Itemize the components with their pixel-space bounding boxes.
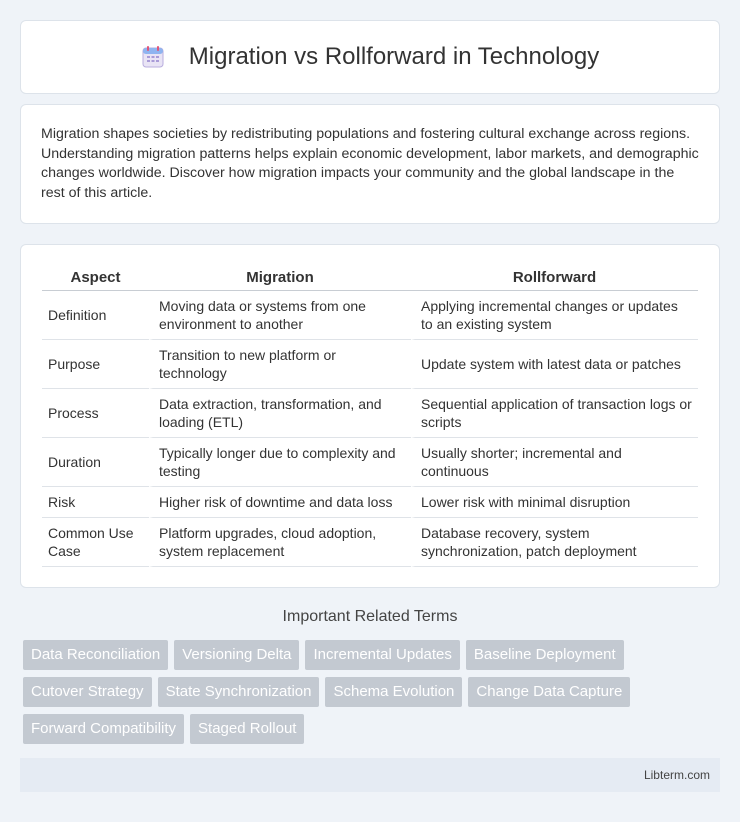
related-term-tag[interactable]: Change Data Capture — [468, 677, 630, 707]
intro-card — [20, 104, 720, 224]
table-cell: Platform upgrades, cloud adoption, system replacement — [149, 518, 411, 567]
footer — [20, 758, 720, 792]
table-row — [42, 518, 698, 567]
title-card — [20, 20, 720, 94]
related-term-tag[interactable]: State Synchronization — [158, 677, 320, 707]
table-row — [42, 291, 698, 340]
header-rollforward: Rollforward — [411, 267, 698, 291]
header-migration: Migration — [149, 267, 411, 291]
related-term-tag[interactable]: Cutover Strategy — [23, 677, 152, 707]
header-aspect: Aspect — [42, 267, 149, 291]
table-cell: Common Use Case — [42, 518, 149, 567]
table-cell: Data extraction, transformation, and loading (ETL) — [149, 389, 411, 438]
table-cell: Definition — [42, 291, 149, 340]
table-cell: Applying incremental changes or updates to an existing system — [411, 291, 698, 340]
table-cell: Purpose — [42, 340, 149, 389]
intro-paragraph: Migration shapes societies by redistributing populations and fostering cultural exchange across regions. Understanding migration patterns helps explain economic development, labor markets, and demographic changes worldwide. Discover how migration impacts your community and the global landscape in the rest of this article. — [41, 126, 699, 201]
table-cell: Higher risk of downtime and data loss — [149, 487, 411, 518]
table-cell: Transition to new platform or technology — [149, 340, 411, 389]
table-cell: Risk — [42, 487, 149, 518]
comparison-table — [42, 267, 698, 567]
related-term-tag[interactable]: Schema Evolution — [325, 677, 462, 707]
table-cell: Sequential application of transaction logs or scripts — [411, 389, 698, 438]
related-term-tag[interactable]: Staged Rollout — [190, 714, 304, 744]
table-row — [42, 389, 698, 438]
related-terms-list — [23, 640, 723, 744]
table-cell: Moving data or systems from one environment to another — [149, 291, 411, 340]
related-term-tag[interactable]: Forward Compatibility — [23, 714, 184, 744]
table-header-row — [42, 267, 698, 291]
related-term-tag[interactable]: Incremental Updates — [305, 640, 459, 670]
footer-site-link[interactable]: Libterm.com — [643, 768, 710, 782]
page-title: Migration vs Rollforward in Technology — [188, 43, 600, 70]
table-row — [42, 438, 698, 487]
table-row — [42, 487, 698, 518]
table-cell: Usually shorter; incremental and continuous — [411, 438, 698, 487]
related-term-tag[interactable]: Versioning Delta — [174, 640, 299, 670]
table-cell: Database recovery, system synchronization, patch deployment — [411, 518, 698, 567]
table-cell: Duration — [42, 438, 149, 487]
table-row — [42, 340, 698, 389]
related-term-tag[interactable]: Data Reconciliation — [23, 640, 168, 670]
related-terms-title: Important Related Terms — [282, 608, 458, 625]
comparison-table-card — [20, 244, 720, 588]
table-cell: Process — [42, 389, 149, 438]
table-cell: Update system with latest data or patches — [411, 340, 698, 389]
calendar-icon — [141, 45, 165, 69]
table-cell: Lower risk with minimal disruption — [411, 487, 698, 518]
table-cell: Typically longer due to complexity and testing — [149, 438, 411, 487]
related-term-tag[interactable]: Baseline Deployment — [466, 640, 624, 670]
